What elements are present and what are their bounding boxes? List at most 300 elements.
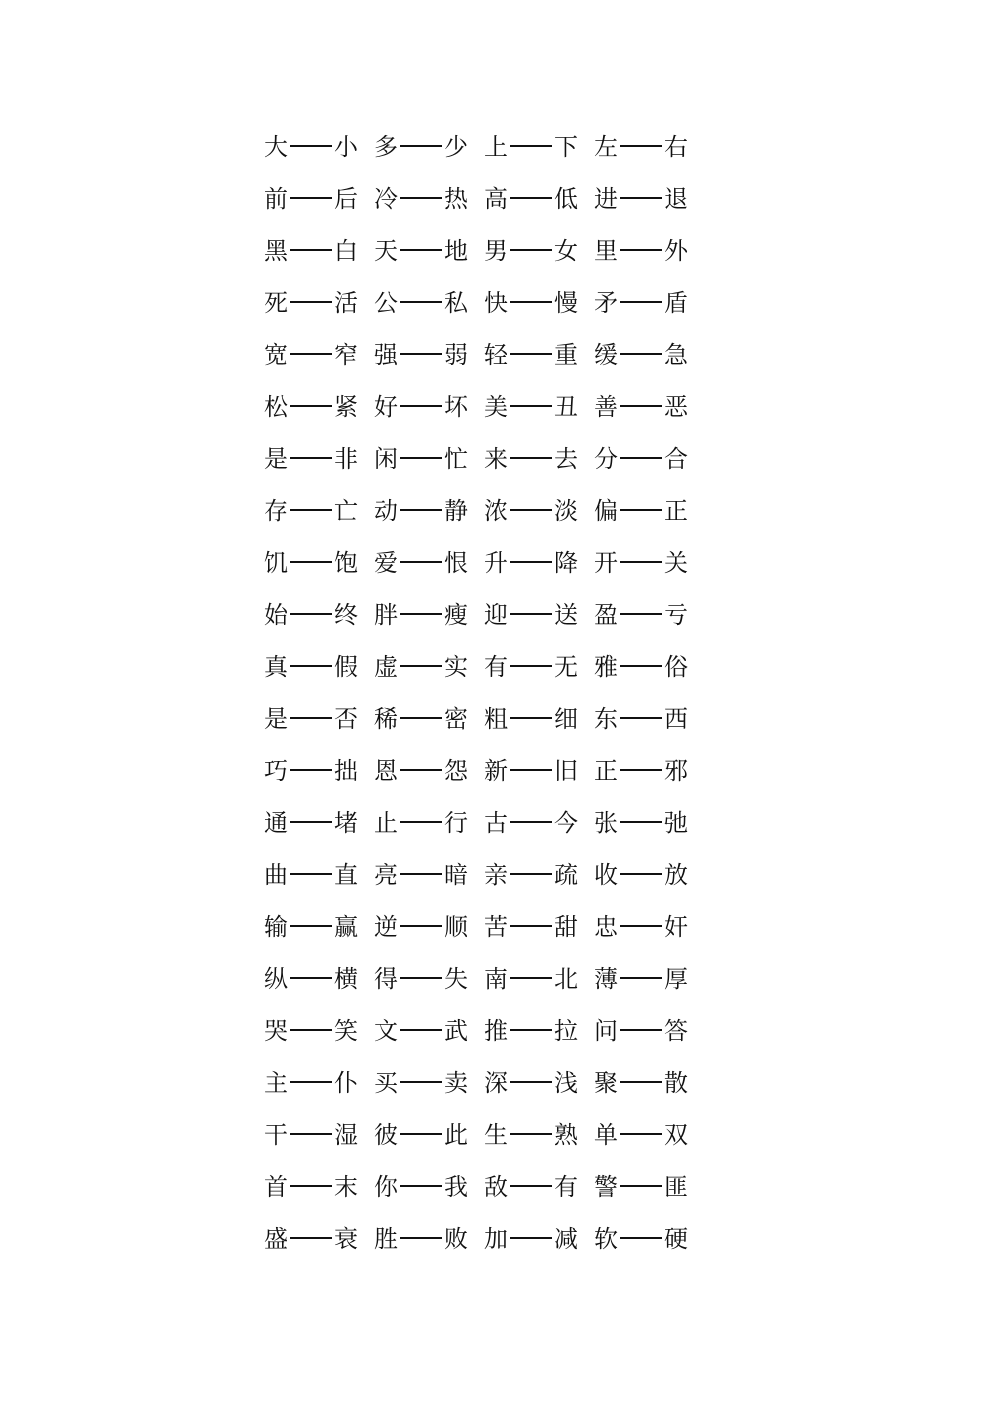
antonym-word-first: 单: [594, 1121, 618, 1149]
antonym-pair-content: [262, 589, 360, 641]
antonym-pair-content: [372, 693, 470, 745]
antonym-pair-content: [482, 537, 580, 589]
antonym-pair-content: [482, 849, 580, 901]
dash-separator: [510, 405, 552, 407]
dash-separator: [400, 509, 442, 511]
dash-separator: [290, 821, 332, 823]
antonym-pair: [372, 1213, 482, 1265]
dash-separator: [290, 405, 332, 407]
antonym-word-first: 黑: [264, 237, 288, 265]
antonym-pair-content: [262, 329, 360, 381]
antonym-pair-content: [592, 121, 690, 173]
dash-separator: [510, 769, 552, 771]
antonym-pair-content: [262, 1005, 360, 1057]
antonym-word-second: 下: [554, 133, 578, 161]
antonym-pair: [592, 589, 690, 641]
antonym-word-first: 盈: [594, 601, 618, 629]
dash-separator: [510, 821, 552, 823]
dash-separator: [290, 249, 332, 251]
pairs-row: [262, 1109, 690, 1161]
antonym-word-first: 有: [484, 653, 508, 681]
antonym-pair-content: [262, 745, 360, 797]
antonym-word-second: 亡: [334, 497, 358, 525]
antonym-pair: [262, 953, 372, 1005]
antonym-word-second: 笑: [334, 1017, 358, 1045]
antonym-pair-content: [482, 121, 580, 173]
antonym-pair-content: [482, 589, 580, 641]
antonym-word-second: 重: [554, 341, 578, 369]
antonym-word-first: 雅: [594, 653, 618, 681]
antonym-word-first: 干: [264, 1121, 288, 1149]
dash-separator: [510, 301, 552, 303]
antonym-pair: [592, 433, 690, 485]
antonym-word-first: 亮: [374, 861, 398, 889]
dash-separator: [620, 1133, 662, 1135]
antonym-pair-content: [482, 225, 580, 277]
antonym-pair-content: [482, 693, 580, 745]
antonym-word-first: 真: [264, 653, 288, 681]
dash-separator: [510, 717, 552, 719]
antonym-word-second: 奸: [664, 913, 688, 941]
dash-separator: [620, 873, 662, 875]
antonym-word-first: 开: [594, 549, 618, 577]
pairs-row: [262, 381, 690, 433]
antonym-pair: [372, 277, 482, 329]
antonym-word-second: 今: [554, 809, 578, 837]
antonym-pair-content: [372, 1109, 470, 1161]
antonym-word-second: 末: [334, 1173, 358, 1201]
antonym-pair-content: [262, 693, 360, 745]
antonym-word-first: 张: [594, 809, 618, 837]
antonym-pair: [372, 121, 482, 173]
antonym-pair: [592, 173, 690, 225]
dash-separator: [400, 1081, 442, 1083]
antonym-pairs-body: [262, 121, 690, 1265]
antonym-word-first: 问: [594, 1017, 618, 1045]
antonym-word-second: 匪: [664, 1173, 688, 1201]
antonym-pair-content: [482, 1057, 580, 1109]
dash-separator: [290, 977, 332, 979]
antonym-pair-content: [372, 433, 470, 485]
antonym-word-first: 男: [484, 237, 508, 265]
antonym-pair-content: [372, 381, 470, 433]
antonym-word-second: 忙: [444, 445, 468, 473]
antonym-pair-content: [262, 277, 360, 329]
antonym-pair: [262, 745, 372, 797]
antonym-pair-content: [372, 797, 470, 849]
antonym-word-first: 买: [374, 1069, 398, 1097]
dash-separator: [620, 509, 662, 511]
antonym-pair-content: [372, 641, 470, 693]
antonym-pair: [262, 1161, 372, 1213]
antonym-word-second: 熟: [554, 1121, 578, 1149]
antonym-pair: [482, 433, 592, 485]
antonym-word-first: 存: [264, 497, 288, 525]
antonym-pair: [262, 1005, 372, 1057]
dash-separator: [400, 977, 442, 979]
antonym-pair-content: [372, 537, 470, 589]
antonym-word-second: 有: [554, 1173, 578, 1201]
dash-separator: [400, 405, 442, 407]
antonym-word-first: 古: [484, 809, 508, 837]
pairs-row: [262, 641, 690, 693]
antonym-pair: [482, 277, 592, 329]
antonym-word-second: 终: [334, 601, 358, 629]
antonym-pair: [482, 537, 592, 589]
antonym-pair: [262, 797, 372, 849]
antonym-pair: [372, 901, 482, 953]
dash-separator: [620, 1081, 662, 1083]
antonym-pair-content: [592, 173, 690, 225]
antonym-pair: [372, 849, 482, 901]
antonym-word-first: 上: [484, 133, 508, 161]
antonym-word-first: 缓: [594, 341, 618, 369]
antonym-pair: [482, 121, 592, 173]
antonym-word-second: 卖: [444, 1069, 468, 1097]
antonym-word-first: 高: [484, 185, 508, 213]
dash-separator: [290, 873, 332, 875]
antonym-pair-content: [592, 1109, 690, 1161]
antonym-pair-content: [482, 1161, 580, 1213]
antonym-word-first: 天: [374, 237, 398, 265]
antonym-word-first: 始: [264, 601, 288, 629]
antonym-word-second: 答: [664, 1017, 688, 1045]
dash-separator: [400, 457, 442, 459]
antonym-word-second: 慢: [554, 289, 578, 317]
antonym-pair-content: [372, 1213, 470, 1265]
antonym-word-first: 正: [594, 757, 618, 785]
dash-separator: [620, 717, 662, 719]
antonym-word-first: 快: [484, 289, 508, 317]
antonym-pair-content: [262, 953, 360, 1005]
antonym-word-second: 去: [554, 445, 578, 473]
antonym-pair: [372, 1109, 482, 1161]
pairs-row: [262, 537, 690, 589]
antonym-word-first: 前: [264, 185, 288, 213]
antonym-word-second: 正: [664, 497, 688, 525]
antonym-word-second: 降: [554, 549, 578, 577]
antonym-word-first: 轻: [484, 341, 508, 369]
antonym-word-second: 急: [664, 341, 688, 369]
antonym-word-second: 赢: [334, 913, 358, 941]
antonym-word-second: 假: [334, 653, 358, 681]
dash-separator: [400, 1029, 442, 1031]
antonym-pair-content: [372, 1057, 470, 1109]
antonym-pair: [482, 797, 592, 849]
antonym-pair: [372, 641, 482, 693]
antonym-word-second: 盾: [664, 289, 688, 317]
antonym-word-second: 丑: [554, 393, 578, 421]
antonym-pair: [372, 1161, 482, 1213]
antonym-pair-content: [592, 1005, 690, 1057]
antonym-word-first: 升: [484, 549, 508, 577]
antonym-pair-content: [372, 329, 470, 381]
antonym-word-second: 弱: [444, 341, 468, 369]
antonym-word-second: 暗: [444, 861, 468, 889]
antonym-word-second: 后: [334, 185, 358, 213]
antonym-pair: [262, 693, 372, 745]
dash-separator: [620, 405, 662, 407]
dash-separator: [620, 769, 662, 771]
antonym-pair-content: [262, 1213, 360, 1265]
dash-separator: [290, 457, 332, 459]
antonym-word-first: 里: [594, 237, 618, 265]
dash-separator: [510, 509, 552, 511]
antonym-word-first: 纵: [264, 965, 288, 993]
dash-separator: [620, 457, 662, 459]
antonym-pair: [262, 329, 372, 381]
pairs-row: [262, 277, 690, 329]
antonym-pair: [262, 173, 372, 225]
antonym-word-second: 恨: [444, 549, 468, 577]
dash-separator: [510, 977, 552, 979]
antonym-pair: [372, 381, 482, 433]
antonym-word-first: 宽: [264, 341, 288, 369]
antonym-pair: [592, 537, 690, 589]
dash-separator: [620, 561, 662, 563]
antonym-pair-content: [262, 537, 360, 589]
antonym-pair-content: [592, 381, 690, 433]
antonym-word-second: 饱: [334, 549, 358, 577]
antonym-word-second: 少: [444, 133, 468, 161]
antonym-word-second: 坏: [444, 393, 468, 421]
dash-separator: [400, 769, 442, 771]
antonym-pair: [372, 485, 482, 537]
antonym-pair-content: [482, 381, 580, 433]
antonym-word-first: 新: [484, 757, 508, 785]
dash-separator: [290, 1185, 332, 1187]
antonym-pair: [262, 277, 372, 329]
dash-separator: [510, 1029, 552, 1031]
antonym-pair: [372, 953, 482, 1005]
pairs-row: [262, 745, 690, 797]
dash-separator: [290, 1029, 332, 1031]
antonym-pair: [262, 849, 372, 901]
antonym-pair-content: [482, 173, 580, 225]
antonym-word-first: 是: [264, 445, 288, 473]
antonym-word-first: 得: [374, 965, 398, 993]
antonym-word-second: 横: [334, 965, 358, 993]
dash-separator: [290, 145, 332, 147]
antonym-pair-content: [592, 953, 690, 1005]
dash-separator: [620, 145, 662, 147]
antonym-word-first: 矛: [594, 289, 618, 317]
dash-separator: [510, 873, 552, 875]
antonym-word-second: 热: [444, 185, 468, 213]
antonym-word-first: 亲: [484, 861, 508, 889]
antonym-word-first: 恩: [374, 757, 398, 785]
pairs-row: [262, 1005, 690, 1057]
antonym-pair-content: [482, 277, 580, 329]
antonym-word-first: 好: [374, 393, 398, 421]
dash-separator: [290, 769, 332, 771]
antonym-word-second: 白: [334, 237, 358, 265]
antonym-word-first: 你: [374, 1173, 398, 1201]
antonym-pair: [262, 641, 372, 693]
antonym-word-second: 减: [554, 1225, 578, 1253]
antonym-word-first: 分: [594, 445, 618, 473]
antonym-pair: [482, 225, 592, 277]
antonym-pair: [262, 1057, 372, 1109]
antonym-word-first: 主: [264, 1069, 288, 1097]
antonym-pair: [592, 121, 690, 173]
dash-separator: [620, 1237, 662, 1239]
antonym-pair: [262, 433, 372, 485]
antonym-word-first: 是: [264, 705, 288, 733]
antonym-word-second: 拙: [334, 757, 358, 785]
antonym-pair-content: [262, 901, 360, 953]
dash-separator: [620, 613, 662, 615]
dash-separator: [400, 561, 442, 563]
antonym-word-first: 东: [594, 705, 618, 733]
dash-separator: [400, 925, 442, 927]
pairs-row: [262, 693, 690, 745]
antonym-word-first: 偏: [594, 497, 618, 525]
antonym-word-first: 强: [374, 341, 398, 369]
antonym-word-second: 低: [554, 185, 578, 213]
antonym-word-second: 北: [554, 965, 578, 993]
antonym-pair: [372, 433, 482, 485]
antonym-word-first: 饥: [264, 549, 288, 577]
antonym-word-second: 拉: [554, 1017, 578, 1045]
antonym-word-first: 胖: [374, 601, 398, 629]
dash-separator: [620, 249, 662, 251]
antonym-word-first: 胜: [374, 1225, 398, 1253]
antonym-pair: [372, 797, 482, 849]
antonym-word-second: 厚: [664, 965, 688, 993]
antonym-pair-content: [372, 1161, 470, 1213]
antonym-word-first: 收: [594, 861, 618, 889]
antonym-pair-content: [592, 225, 690, 277]
dash-separator: [290, 301, 332, 303]
antonym-pair: [482, 745, 592, 797]
antonym-pair-content: [262, 641, 360, 693]
antonym-word-second: 紧: [334, 393, 358, 421]
antonym-word-second: 衰: [334, 1225, 358, 1253]
dash-separator: [510, 1133, 552, 1135]
pairs-row: [262, 329, 690, 381]
dash-separator: [400, 197, 442, 199]
antonym-pair-content: [262, 1057, 360, 1109]
antonym-pair-content: [372, 225, 470, 277]
dash-separator: [290, 1133, 332, 1135]
dash-separator: [400, 717, 442, 719]
dash-separator: [510, 249, 552, 251]
antonym-pair: [482, 901, 592, 953]
antonym-word-second: 无: [554, 653, 578, 681]
antonym-word-first: 多: [374, 133, 398, 161]
antonym-pair: [262, 589, 372, 641]
pairs-row: [262, 589, 690, 641]
antonym-pair-content: [262, 849, 360, 901]
antonym-pair: [262, 225, 372, 277]
antonym-word-second: 窄: [334, 341, 358, 369]
antonym-word-second: 瘦: [444, 601, 468, 629]
dash-separator: [510, 1081, 552, 1083]
dash-separator: [290, 1081, 332, 1083]
antonym-pair: [592, 641, 690, 693]
antonym-word-second: 湿: [334, 1121, 358, 1149]
antonym-pair-content: [372, 173, 470, 225]
antonym-pair: [592, 485, 690, 537]
antonym-word-first: 推: [484, 1017, 508, 1045]
dash-separator: [290, 197, 332, 199]
dash-separator: [510, 613, 552, 615]
dash-separator: [620, 1185, 662, 1187]
antonym-word-first: 哭: [264, 1017, 288, 1045]
antonym-word-first: 深: [484, 1069, 508, 1097]
antonym-word-second: 实: [444, 653, 468, 681]
antonym-word-second: 女: [554, 237, 578, 265]
antonym-word-first: 盛: [264, 1225, 288, 1253]
dash-separator: [290, 613, 332, 615]
antonym-word-first: 输: [264, 913, 288, 941]
antonym-word-second: 西: [664, 705, 688, 733]
antonym-word-first: 稀: [374, 705, 398, 733]
antonym-word-second: 败: [444, 1225, 468, 1253]
antonym-word-first: 大: [264, 133, 288, 161]
antonym-word-second: 送: [554, 601, 578, 629]
antonym-pair-content: [592, 745, 690, 797]
antonym-word-first: 南: [484, 965, 508, 993]
antonym-word-second: 否: [334, 705, 358, 733]
antonym-word-second: 弛: [664, 809, 688, 837]
dash-separator: [290, 717, 332, 719]
antonym-pair: [482, 1161, 592, 1213]
pairs-row: [262, 901, 690, 953]
dash-separator: [620, 977, 662, 979]
dash-separator: [290, 353, 332, 355]
pairs-row: [262, 121, 690, 173]
antonym-pair: [482, 1109, 592, 1161]
antonym-pair-content: [262, 797, 360, 849]
antonym-word-second: 右: [664, 133, 688, 161]
antonym-pair: [592, 1213, 690, 1265]
antonym-pair-content: [592, 589, 690, 641]
antonym-pair-content: [372, 745, 470, 797]
antonym-pair: [592, 1005, 690, 1057]
dash-separator: [620, 821, 662, 823]
antonym-word-second: 活: [334, 289, 358, 317]
antonym-word-first: 善: [594, 393, 618, 421]
dash-separator: [620, 665, 662, 667]
dash-separator: [400, 353, 442, 355]
antonym-pair: [262, 381, 372, 433]
antonym-pair: [592, 901, 690, 953]
dash-separator: [400, 613, 442, 615]
antonym-word-first: 忠: [594, 913, 618, 941]
antonym-pair-content: [482, 745, 580, 797]
antonym-pair-content: [372, 277, 470, 329]
antonym-pair: [482, 849, 592, 901]
antonym-word-second: 亏: [664, 601, 688, 629]
antonym-pair-content: [592, 329, 690, 381]
antonym-pair: [482, 485, 592, 537]
antonym-word-first: 来: [484, 445, 508, 473]
antonym-pair: [592, 745, 690, 797]
pairs-row: [262, 953, 690, 1005]
antonym-pair: [262, 485, 372, 537]
dash-separator: [510, 1185, 552, 1187]
antonym-pair: [482, 693, 592, 745]
dash-separator: [400, 665, 442, 667]
dash-separator: [510, 1237, 552, 1239]
antonym-word-first: 文: [374, 1017, 398, 1045]
antonym-word-first: 彼: [374, 1121, 398, 1149]
antonym-pair: [482, 381, 592, 433]
antonym-pair-content: [592, 1213, 690, 1265]
antonym-pair-content: [262, 381, 360, 433]
